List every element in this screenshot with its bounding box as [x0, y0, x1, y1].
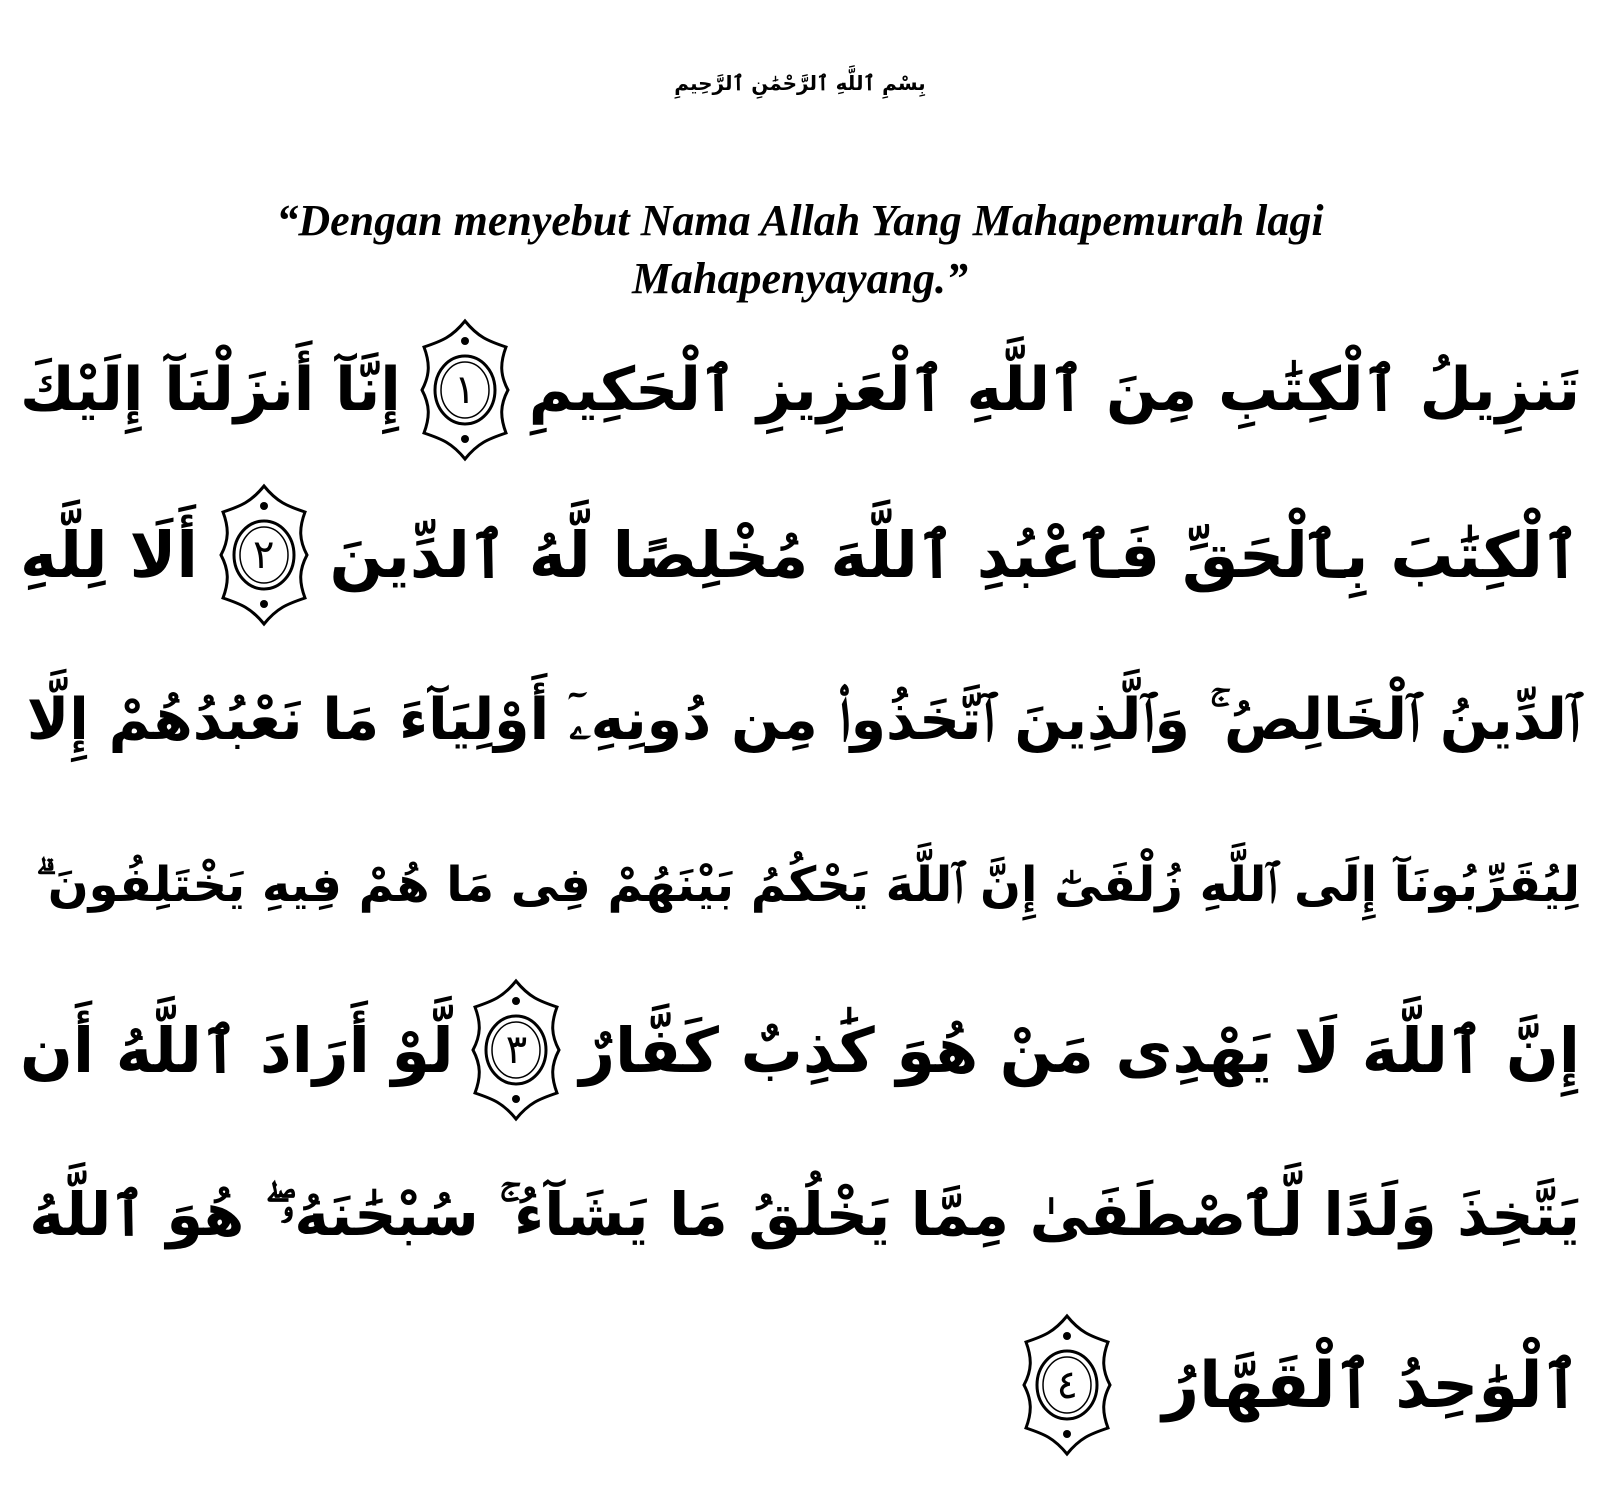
verse-line-2-segment-2: أَلَا لِلَّهِ	[20, 518, 199, 592]
verse-line-5	[20, 975, 1580, 1125]
ayah-number-2: ٢	[253, 532, 275, 578]
verse-line-1-segment-1: تَنزِيلُ ٱلْكِتَٰبِ مِنَ ٱللَّهِ ٱلْعَزِيزِ ٱلْحَكِيمِ	[528, 355, 1580, 425]
ayah-marker-1	[410, 315, 520, 465]
translation-line-1: “Dengan menyebut Nama Allah Yang Mahapemurah lagi	[276, 196, 1324, 245]
basmalah: بِسْمِ ٱللَّهِ ٱلرَّحْمَٰنِ ٱلرَّحِيمِ	[674, 71, 926, 95]
verse-line-1-segment-2: إِنَّآ أَنزَلْنَآ إِلَيْكَ	[20, 355, 401, 425]
ayah-marker-3	[461, 975, 571, 1125]
verse-line-4	[20, 810, 1580, 960]
verse-line-7	[20, 1310, 1580, 1460]
translation	[0, 192, 1600, 308]
ayah-marker-2	[209, 480, 319, 630]
verse-line-4-segment-1: لِيُقَرِّبُونَآ إِلَى ٱللَّهِ زُلْفَىٰٓ إِنَّ ٱللَّهَ يَحْكُمُ بَيْنَهُمْ فِى مَا هُمْ فِيهِ يَخْتَلِفُونَ ۗ	[35, 856, 1580, 913]
verse-line-5-segment-1: إِنَّ ٱللَّهَ لَا يَهْدِى مَنْ هُوَ كَٰذِبٌ كَفَّارٌ	[579, 1013, 1580, 1087]
verse-line-2-segment-1: ٱلْكِتَٰبَ بِٱلْحَقِّ فَٱعْبُدِ ٱللَّهَ مُخْلِصًا لَّهُ ٱلدِّينَ	[329, 518, 1580, 592]
verse-line-3	[20, 645, 1580, 795]
ayah-number-3: ٣	[505, 1027, 528, 1073]
ayah-number-1: ١	[454, 367, 476, 413]
ayah-number-4: ٤	[1056, 1362, 1078, 1408]
verse-line-1	[20, 315, 1580, 465]
ayah-marker-4	[1012, 1310, 1122, 1460]
verse-line-6	[20, 1140, 1580, 1290]
translation-line-2: Mahapenyayang.”	[631, 254, 969, 303]
verse-line-5-segment-2: لَّوْ أَرَادَ ٱللَّهُ أَن	[20, 1013, 454, 1087]
verse-line-7-segment-1: ٱلْوَٰحِدُ ٱلْقَهَّارُ	[1162, 1348, 1580, 1423]
verse-line-2	[20, 480, 1580, 630]
verse-line-3-segment-1: ٱلدِّينُ ٱلْخَالِصُ ۚ وَٱلَّذِينَ ٱتَّخَذُوا۟ مِن دُونِهِۦٓ أَوْلِيَآءَ مَا نَعْبُدُهُمْ إِلَّا	[26, 686, 1580, 753]
verse-line-6-segment-1: يَتَّخِذَ وَلَدًا لَّٱصْطَفَىٰ مِمَّا يَخْلُقُ مَا يَشَآءُ ۚ سُبْحَٰنَهُۥ ۖ هُوَ ٱللَّهُ	[29, 1180, 1580, 1249]
